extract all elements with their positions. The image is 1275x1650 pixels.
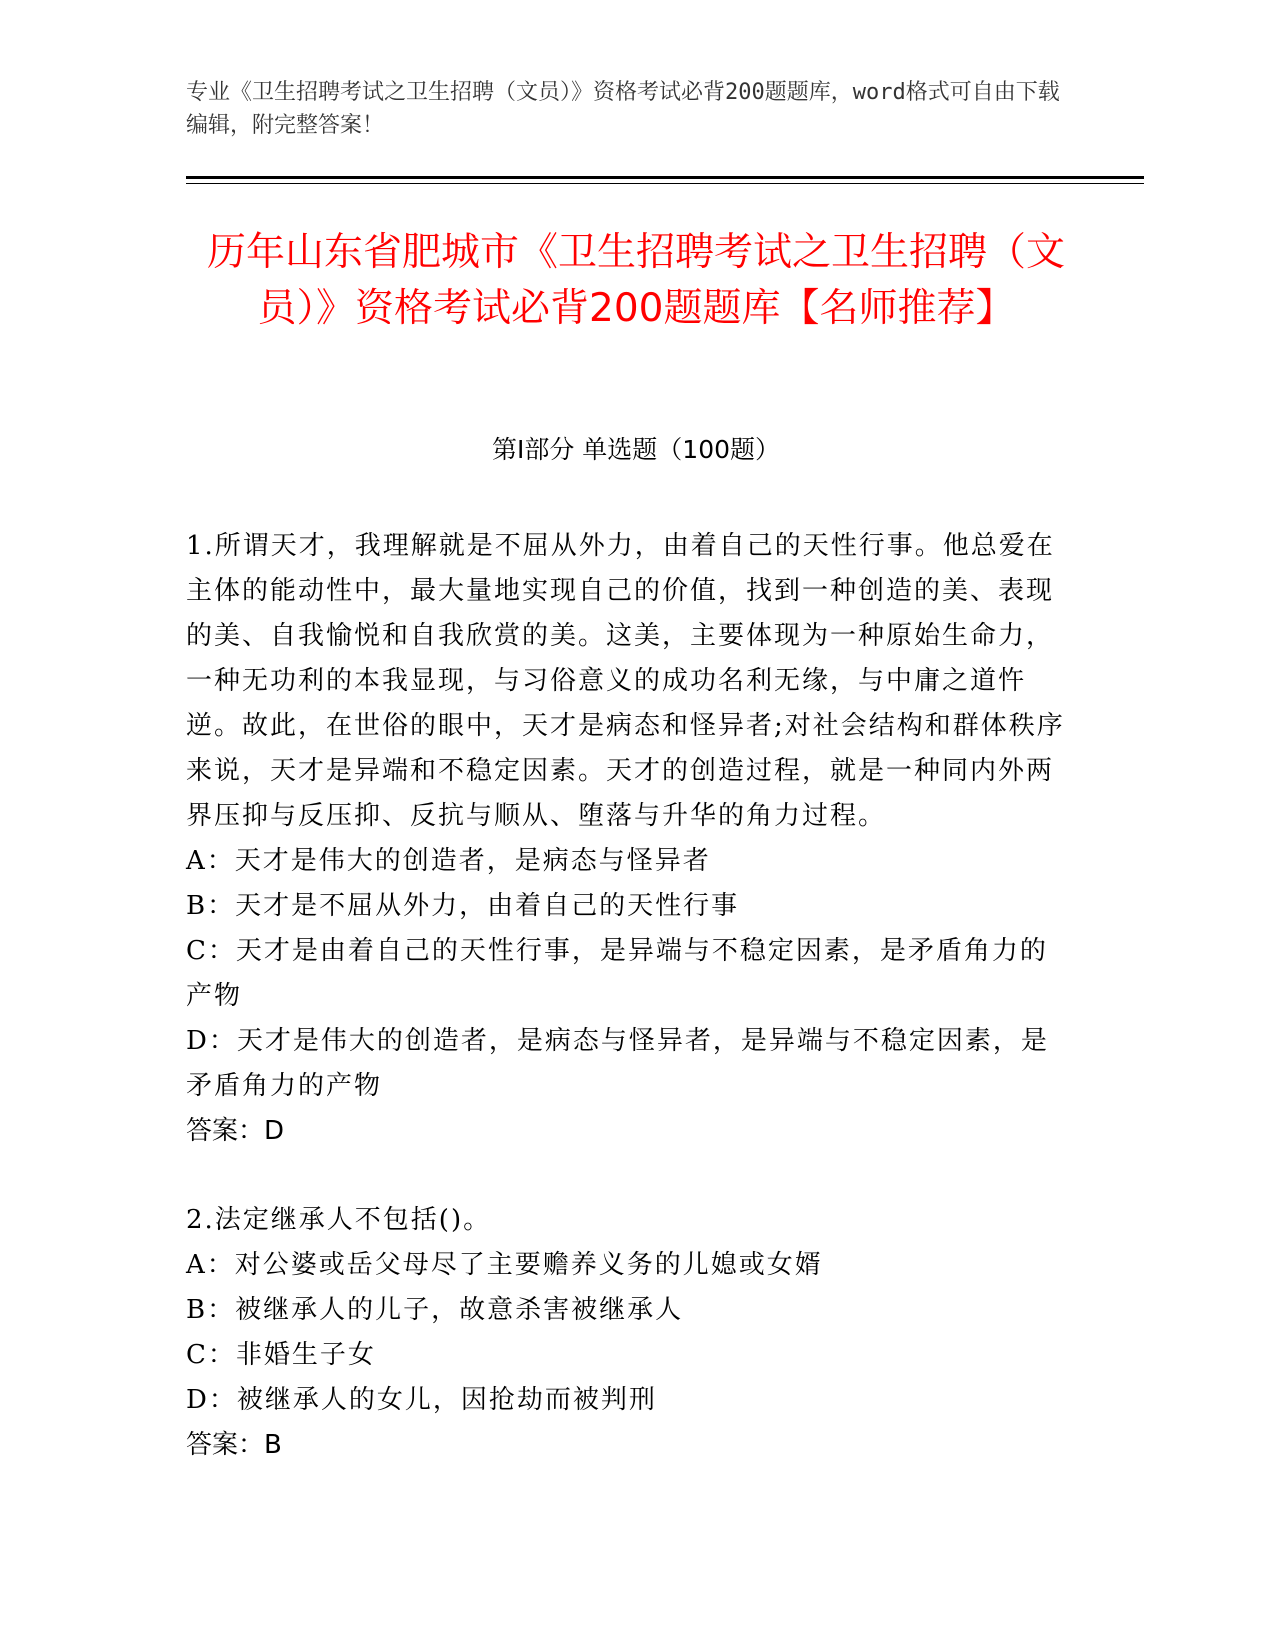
question-answer: 答案：D xyxy=(186,1116,285,1146)
question-option-c: C：天才是由着自己的天性行事，是异端与不稳定因素，是矛盾角力的产物 xyxy=(186,936,1048,1011)
header-note: 专业《卫生招聘考试之卫生招聘（文员）》资格考试必背200题题库，word格式可自由下载编辑，附完整答案！ xyxy=(186,80,1060,138)
question-1 xyxy=(186,524,1066,1154)
question-2 xyxy=(186,1198,1066,1468)
question-option-b: B：天才是不屈从外力，由着自己的天性行事 xyxy=(186,891,740,921)
question-option-d: D：天才是伟大的创造者，是病态与怪异者，是异端与不稳定因素，是矛盾角力的产物 xyxy=(186,1026,1049,1101)
question-text: 1.所谓天才，我理解就是不屈从外力，由着自己的天性行事。他总爱在主体的能动性中，最大量地实现自己的价值，找到一种创造的美、表现的美、自我愉悦和自我欣赏的美。这美，主要体现为一种原始生命力，一种无功利的本我显现，与习俗意义的成功名利无缘，与中庸之道忤逆。故此，在世俗的眼中，天才是病态和怪异者;对社会结构和群体秩序来说，天才是异端和不稳定因素。天才的创造过程，就是一种同内外两界压抑与反压抑、反抗与顺从、堕落与升华的角力过程。 xyxy=(186,531,1065,831)
question-answer: 答案：B xyxy=(186,1430,282,1460)
question-option-b: B：被继承人的儿子，故意杀害被继承人 xyxy=(186,1295,684,1325)
question-option-c: C：非婚生子女 xyxy=(186,1340,376,1370)
header-divider-thin xyxy=(186,183,1144,184)
section-heading: 第I部分 单选题（100题） xyxy=(491,435,781,464)
question-list xyxy=(186,524,1066,1512)
question-option-a: A：天才是伟大的创造者，是病态与怪异者 xyxy=(186,846,711,876)
question-option-d: D：被继承人的女儿，因抢劫而被判刑 xyxy=(186,1385,657,1415)
question-text: 2.法定继承人不包括()。 xyxy=(186,1205,492,1235)
question-option-a: A：对公婆或岳父母尽了主要赡养义务的儿媳或女婿 xyxy=(186,1250,823,1280)
document-title: 历年山东省肥城市《卫生招聘考试之卫生招聘（文员）》资格考试必背200题题库【名师推荐】 xyxy=(206,230,1065,331)
header-divider-thick xyxy=(186,176,1144,179)
